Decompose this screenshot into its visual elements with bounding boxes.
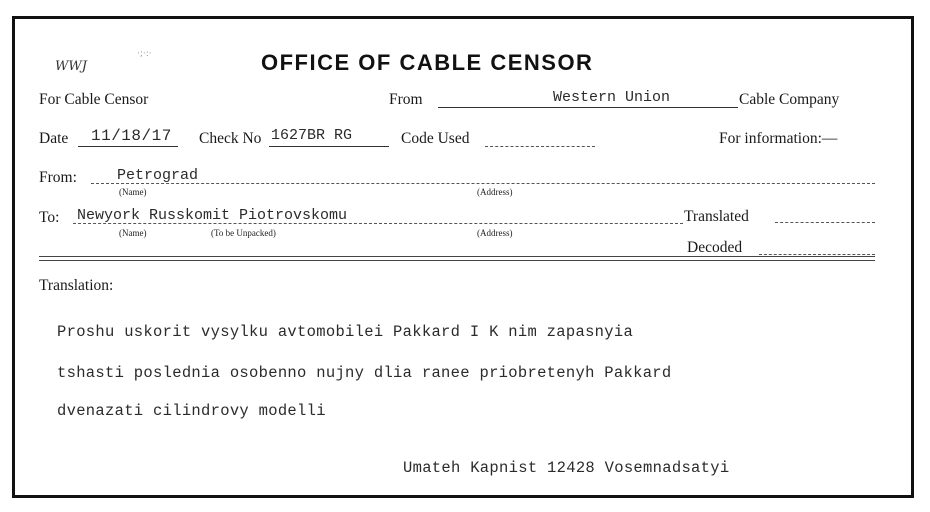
code-used-line [485, 146, 595, 147]
code-used-label: Code Used [401, 130, 470, 147]
date-label: Date [39, 130, 69, 147]
translation-line-2: tshasti poslednia osobenno nujny dlia ranee priobretenyh Pakkard [57, 364, 672, 382]
to-label: To: [39, 209, 60, 226]
date-underline [78, 146, 178, 147]
from-name-caption: (Name) [119, 187, 147, 197]
check-value: 1627BR RG [271, 127, 353, 144]
from-company-label: From [389, 91, 423, 108]
translation-line-3: dvenazati cilindrovy modelli [57, 402, 326, 420]
wwj-stamp: WWJ [55, 59, 87, 74]
separator-rule-top [39, 256, 875, 257]
form-title: OFFICE OF CABLE CENSOR [261, 50, 594, 75]
from-value: Petrograd [117, 167, 199, 184]
translated-label: Translated [684, 208, 749, 225]
for-information-label: For information:— [719, 130, 838, 147]
decoded-line [759, 254, 875, 255]
translation-label: Translation: [39, 277, 114, 294]
company-underline [438, 107, 738, 108]
from-line [91, 183, 875, 184]
signature-line: Umateh Kapnist 12428 Vosemnadsatyi [403, 459, 730, 477]
check-underline [269, 146, 389, 147]
translated-line [775, 222, 875, 223]
to-address-caption: (Address) [477, 228, 513, 238]
to-unpacked-caption: (To be Unpacked) [211, 228, 276, 238]
to-name-caption: (Name) [119, 228, 147, 238]
cable-censor-form [12, 16, 914, 498]
company-value: Western Union [553, 89, 671, 106]
from-label: From: [39, 169, 77, 186]
decoded-label: Decoded [687, 239, 743, 256]
check-label: Check No [199, 130, 262, 147]
for-cable-censor-label: For Cable Censor [39, 91, 149, 108]
ink-smudge: ·;·:· [137, 49, 152, 59]
from-address-caption: (Address) [477, 187, 513, 197]
cable-company-label: Cable Company [739, 91, 840, 108]
date-value: 11/18/17 [91, 127, 172, 145]
separator-rule-bottom [39, 260, 875, 261]
to-value: Newyork Russkomit Piotrovskomu [77, 207, 348, 224]
translation-line-1: Proshu uskorit vysylku avtomobilei Pakkard I K nim zapasnyia [57, 323, 634, 341]
